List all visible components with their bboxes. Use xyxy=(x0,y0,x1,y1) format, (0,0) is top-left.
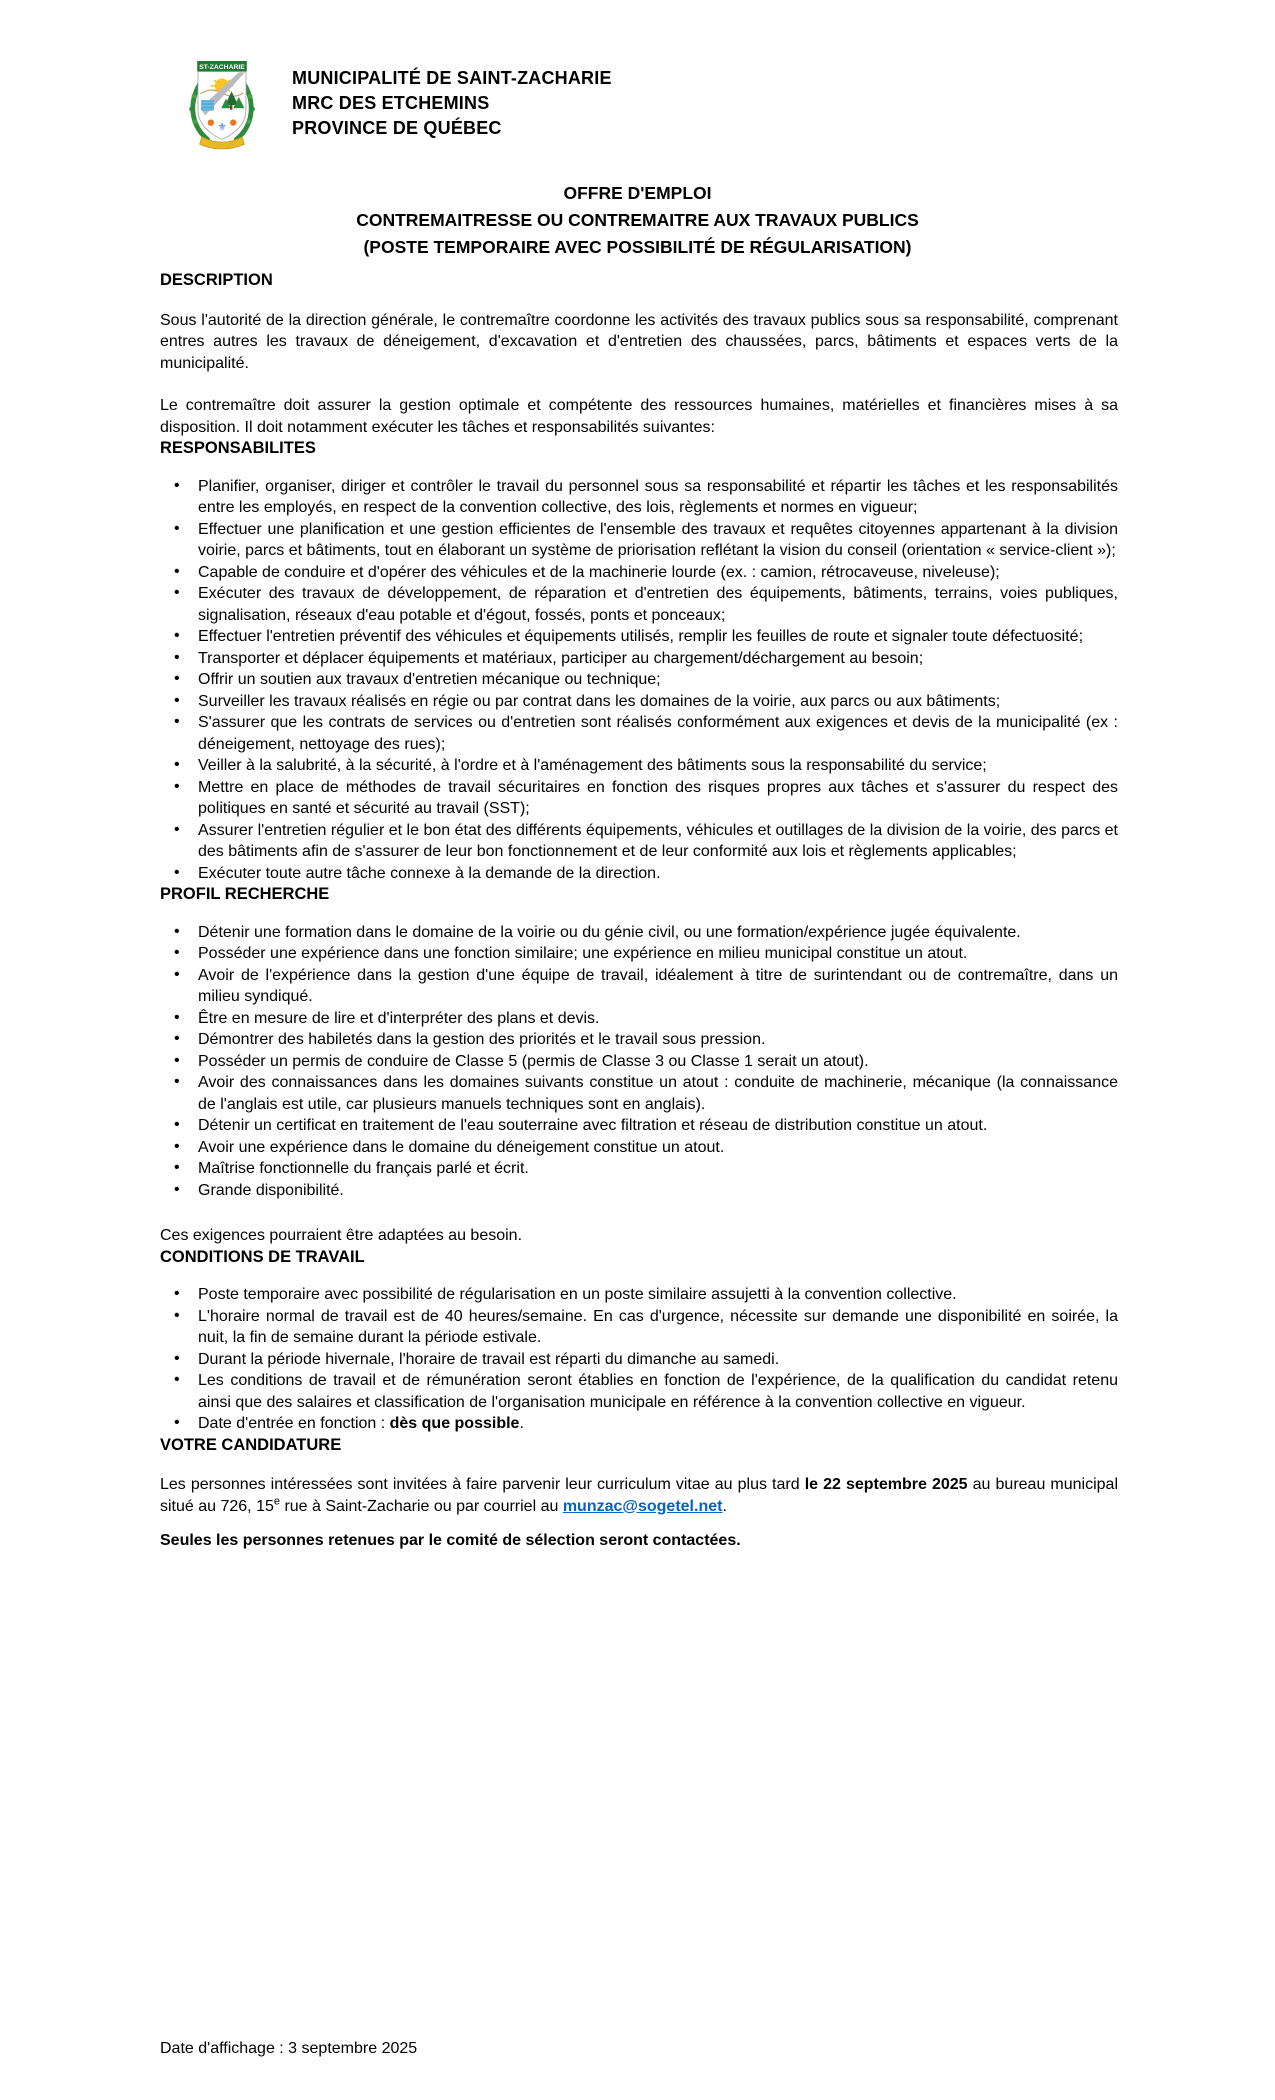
profile-list xyxy=(160,922,1118,1202)
candidature-heading: VOTRE CANDIDATURE xyxy=(160,1435,342,1454)
ordinal-superscript: e xyxy=(273,1495,280,1508)
text-segment: rue à Saint-Zacharie ou par courriel au xyxy=(280,1497,563,1515)
text-segment: le 22 septembre 2025 xyxy=(804,1476,968,1493)
title-line-status: (POSTE TEMPORAIRE AVEC POSSIBILITÉ DE RÉGULARISATION) xyxy=(363,237,912,257)
bullet-item: • Avoir une expérience dans le domaine du déneigement constitue un atout. xyxy=(198,1137,1118,1159)
bullet-item: • Surveiller les travaux réalisés en régie ou par contrat dans les domaines de la voirie, aux parcs ou aux bâtiments; xyxy=(198,691,1118,713)
description-heading: DESCRIPTION xyxy=(160,271,273,289)
bullet-item xyxy=(198,1413,1118,1435)
bullet-item: • Posséder un permis de conduire de Classe 5 (permis de Classe 3 ou Classe 1 serait un atout). xyxy=(198,1051,1118,1073)
bullet-item: • Détenir un certificat en traitement de l'eau souterraine avec filtration et réseau de distribution constitue un atout. xyxy=(198,1115,1118,1137)
posting-date: Date d'affichage : 3 septembre 2025 xyxy=(160,2040,418,2057)
bullet-item: • Grande disponibilité. xyxy=(198,1180,1118,1202)
requirements-note: Ces exigences pourraient être adaptées au besoin. xyxy=(160,1227,523,1244)
bullet-item: • Mettre en place de méthodes de travail sécuritaires en fonction des risques propres aux tâches et s'assurer du respect des politiques en santé et sécurité au travail (SST); xyxy=(198,777,1118,820)
bullet-item: • Démontrer des habiletés dans la gestion des priorités et le travail sous pression. xyxy=(198,1029,1118,1051)
municipality-name: MUNICIPALITÉ DE SAINT-ZACHARIE xyxy=(292,68,612,88)
document-header xyxy=(182,56,612,154)
bullet-item: • Poste temporaire avec possibilité de régularisation en un poste similaire assujetti à la convention collective. xyxy=(198,1284,1118,1306)
work-conditions-heading: CONDITIONS DE TRAVAIL xyxy=(160,1247,365,1266)
text-segment: Date d'entrée en fonction : xyxy=(198,1415,390,1432)
bullet-item: • Détenir une formation dans le domaine de la voirie ou du génie civil, ou une formation/expérience jugée équivalente. xyxy=(198,922,1118,944)
bullet-item: • Avoir de l'expérience dans la gestion d'une équipe de travail, idéalement à titre de surintendant ou de contremaître, dans un milieu syndiqué. xyxy=(198,965,1118,1008)
bullet-item: • Assurer l'entretien régulier et le bon état des différents équipements, véhicules et outillages de la division de la voirie, des parcs et des bâtiments afin de s'assurer de leur bon fonctionnement et de leur conformité aux lois et règlements applicables; xyxy=(198,820,1118,863)
bullet-item: • Maîtrise fonctionnelle du français parlé et écrit. xyxy=(198,1158,1118,1180)
bullet-item: • S'assurer que les contrats de services ou d'entretien sont réalisés conformément aux exigences et devis de la municipalité (ex : déneigement, nettoyage des rues); xyxy=(198,712,1118,755)
bullet-item: • Posséder une expérience dans une fonction similaire; une expérience en milieu municipal constitue un atout. xyxy=(198,943,1118,965)
header-text-block xyxy=(292,56,612,154)
responsibilities-heading: RESPONSABILITES xyxy=(160,439,316,457)
bullet-item: • Les conditions de travail et de rémunération seront établies en fonction de l'expérience, de la qualification du candidat retenu ainsi que des salaires et classification de l'organisation municipale en référence à la convention collective en vigueur. xyxy=(198,1370,1118,1413)
description-paragraph-2: Le contremaître doit assurer la gestion optimale et compétente des ressources humaines, matérielles et financières mises à sa disposition. Il doit notamment exécuter les tâches et responsabilités suivantes: xyxy=(160,397,1118,436)
title-line-offer: OFFRE D'EMPLOI xyxy=(563,183,712,203)
bullet-item: • Planifier, organiser, diriger et contrôler le travail du personnel sous sa responsabilité et répartir les tâches et les responsabilités entre les employés, en respect de la convention collective, des lois, règlements et normes en vigueur; xyxy=(198,476,1118,519)
bullet-item: • Effectuer une planification et une gestion efficientes de l'ensemble des travaux et requêtes citoyennes appartenant à la division voirie, parcs et bâtiments, tout en élaborant un système de priorisation reflétant la vision du conseil (orientation « service-client »); xyxy=(198,519,1118,562)
text-segment: . xyxy=(519,1415,524,1432)
candidature-paragraph xyxy=(160,1474,1118,1517)
bullet-item: • Avoir des connaissances dans les domaines suivants constitue un atout : conduite de machinerie, mécanique (la connaissance de l'anglais est utile, car plusieurs manuels techniques sont en anglais). xyxy=(198,1072,1118,1115)
bullet-item: • Offrir un soutien aux travaux d'entretien mécanique ou technique; xyxy=(198,669,1118,691)
bullet-item: • L'horaire normal de travail est de 40 heures/semaine. En cas d'urgence, nécessite sur demande une disponibilité en soirée, la nuit, la fin de semaine durant la période estivale. xyxy=(198,1306,1118,1349)
text-segment: au bureau municipal situé au 726, 15 xyxy=(160,1476,1119,1515)
profile-heading: PROFIL RECHERCHE xyxy=(160,885,330,903)
bullet-item: • Effectuer l'entretien préventif des véhicules et équipements utilisés, remplir les feuilles de route et signaler toute défectuosité; xyxy=(198,626,1118,648)
mrc-name: MRC DES ETCHEMINS xyxy=(292,93,490,113)
logo-maple-leaf-right xyxy=(230,119,236,125)
province-name: PROVINCE DE QUÉBEC xyxy=(292,118,502,138)
job-posting-title xyxy=(0,180,1275,261)
title-line-position: CONTREMAITRESSE OU CONTREMAITRE AUX TRAVAUX PUBLICS xyxy=(356,210,919,230)
selection-notice: Seules les personnes retenues par le comité de sélection seront contactées. xyxy=(160,1532,741,1549)
bullet-item: • Veiller à la salubrité, à la sécurité, à l'ordre et à l'aménagement des bâtiments sous la responsabilité du service; xyxy=(198,755,1118,777)
bullet-item: • Transporter et déplacer équipements et matériaux, participer au chargement/déchargement au besoin; xyxy=(198,648,1118,670)
bullet-item: • Exécuter des travaux de développement, de réparation et d'entretien des équipements, bâtiments, terrains, voies publiques, signalisation, réseaux d'eau potable et d'égout, fossés, ponts et ponceaux; xyxy=(198,583,1118,626)
bullet-item: • Durant la période hivernale, l'horaire de travail est réparti du dimanche au samedi. xyxy=(198,1349,1118,1371)
municipal-coat-of-arms-icon xyxy=(182,56,262,154)
description-paragraph-1: Sous l'autorité de la direction générale, le contremaître coordonne les activités des travaux publics sous sa responsabilité, comprenant entres autres les travaux de déneigement, d'excavation et d'entretien des chaussées, parcs, bâtiments et espaces verts de la municipalité. xyxy=(160,311,1118,372)
bullet-item: • Exécuter toute autre tâche connexe à la demande de la direction. xyxy=(198,863,1118,885)
logo-maple-leaf-left xyxy=(208,119,214,125)
text-segment: dès que possible xyxy=(389,1415,520,1432)
text-segment: . xyxy=(722,1497,727,1515)
document-body xyxy=(160,270,1118,1552)
logo-fleur-de-lis: ⚜ xyxy=(217,122,227,134)
work-conditions-list xyxy=(160,1284,1118,1435)
bullet-item: • Être en mesure de lire et d'interpréter des plans et devis. xyxy=(198,1008,1118,1030)
bullet-item: • Capable de conduire et d'opérer des véhicules et de la machinerie lourde (ex. : camion, rétrocaveuse, niveleuse); xyxy=(198,562,1118,584)
text-segment: Les personnes intéressées sont invitées à faire parvenir leur curriculum vitae au plus tard xyxy=(160,1476,805,1493)
logo-banner-text: ST-ZACHARIE xyxy=(199,64,245,71)
email-link[interactable]: munzac@sogetel.net xyxy=(562,1497,723,1515)
responsibilities-list xyxy=(160,476,1118,885)
